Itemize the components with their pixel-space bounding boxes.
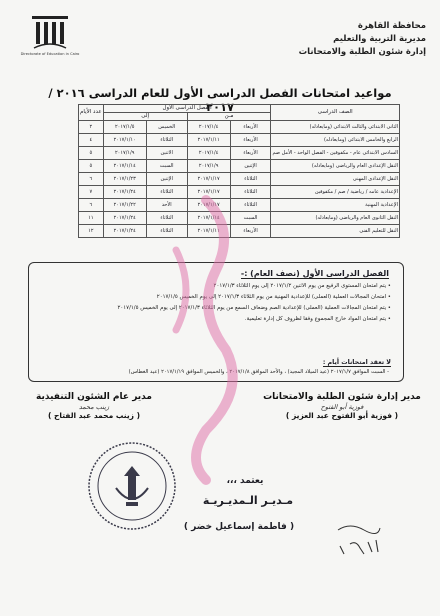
director-name: ( فاطمة إسماعيل خضر )	[183, 522, 295, 532]
note-item: • يتم امتحان المستوى الرفيع من يوم الاثنين ٢٠١٧/١/٢ إلى يوم الثلاثاء ٢٠١٧/١/٣	[213, 283, 391, 289]
cell-from-day: الثلاثاء	[230, 173, 271, 186]
table-row	[79, 199, 400, 212]
official-seal-icon	[86, 440, 178, 532]
cell-grade: السادس الابتدائى عام - مكفوفين - الفصل الواحد - الأمل صم	[271, 147, 400, 160]
header-line-directorate: مديرية التربية والتعليم	[333, 34, 426, 44]
cell-from-day: الثلاثاء	[230, 199, 271, 212]
table-row	[79, 134, 400, 147]
cell-grade: النقل الثانوى العام والرياضى (ومايعادله)	[271, 212, 400, 225]
cell-to-day: الإثنين	[146, 173, 187, 186]
col-header-grade: الصف الدراسى	[271, 105, 400, 121]
signatory-name: ( فوزية أبو الفتوح عبد العزيز )	[285, 411, 399, 420]
table-row	[79, 121, 400, 134]
cell-days: ٤	[79, 134, 104, 147]
holiday-list: - السبت الموافق ٢٠١٧/١/٧ (عيد الميلاد المجيد) ، والأحد الموافق ٢٠١٧/١/٨ ، والخميس الموافق ٢٠١٧/١/١٩ (عيد الغطاس)	[128, 369, 389, 375]
cell-from-date: ٢٠١٧/١/١٧	[187, 186, 230, 199]
no-exam-days-label: لا تعقد امتحانات أيام :	[322, 359, 391, 366]
cell-to-day: الثلاثاء	[146, 186, 187, 199]
col-header-days: عدد الأيام	[79, 105, 104, 121]
signature-student-affairs	[262, 392, 422, 420]
table-row	[79, 225, 400, 238]
cell-days: ٥	[79, 160, 104, 173]
signature-title: مدير إدارة شئون الطلبة والامتحانات	[263, 392, 421, 402]
cell-to-day: الثلاثاء	[146, 225, 187, 238]
cell-to-day: الثلاثاء	[146, 134, 187, 147]
cell-days: ٥	[79, 147, 104, 160]
signature-executive-affairs	[24, 392, 164, 420]
col-header-to: إلى	[103, 113, 187, 121]
cell-from-day: الأربعاء	[230, 121, 271, 134]
cell-from-day: الإثنين	[230, 160, 271, 173]
issuer-header	[299, 20, 426, 59]
cell-from-day: الأربعاء	[230, 134, 271, 147]
logo-caption: Directorate of Education in Cairo	[20, 52, 80, 56]
approval-label: يعتمد ،،،	[226, 476, 264, 486]
cell-days: ١٢	[79, 225, 104, 238]
table-header-row	[79, 105, 400, 113]
cell-grade: الإعدادية المهنية	[271, 199, 400, 212]
cell-grade: النقل الإعدادى العام والرياضى (ومايعادله)	[271, 160, 400, 173]
cell-from-day: الأربعاء	[230, 225, 271, 238]
cell-from-date: ٢٠١٧/١/١١	[187, 225, 230, 238]
cell-from-day: الثلاثاء	[230, 186, 271, 199]
cell-from-date: ٢٠١٧/١/٩	[187, 160, 230, 173]
cell-to-day: الخميس	[146, 121, 187, 134]
notes-box	[28, 262, 404, 382]
cell-grade: الثانى الابتدائى والثالث الابتدائى (ومايعادله)	[271, 121, 400, 134]
handwritten-approval-icon	[330, 520, 386, 560]
cell-from-date: ٢٠١٧/١/٤	[187, 147, 230, 160]
cell-to-date: ٢٠١٧/١/٥	[103, 121, 146, 134]
cell-to-day: الأحد	[146, 199, 187, 212]
cell-to-date: ٢٠١٧/١/٢٣	[103, 173, 146, 186]
header-line-department: إدارة شئون الطلبة والامتحانات	[298, 47, 426, 57]
handwritten-signature: زينب محمد	[78, 403, 110, 411]
notes-title: الفصل الدراسى الأول (نصف العام) :-	[240, 269, 389, 278]
col-header-from: مـن	[187, 113, 271, 121]
cell-from-date: ٢٠١٧/١/١١	[187, 134, 230, 147]
cell-days: ٢	[79, 121, 104, 134]
exam-schedule-table	[78, 104, 400, 238]
cell-from-date: ٢٠١٧/١/١٧	[187, 173, 230, 186]
cell-from-date: ٢٠١٧/١/١٧	[187, 199, 230, 212]
cell-from-day: الأربعاء	[230, 147, 271, 160]
table-row	[79, 212, 400, 225]
director-title: مـديـر الـمديـريـة	[202, 494, 294, 507]
handwritten-signature: فوزية أبو الفتوح	[320, 403, 364, 411]
cell-to-day: الاثنين	[146, 147, 187, 160]
cell-from-date: ٢٠١٧/١/١٤	[187, 212, 230, 225]
cell-days: ٧	[79, 186, 104, 199]
cell-to-date: ٢٠١٧/١/٢٢	[103, 199, 146, 212]
cell-to-day: الثلاثاء	[146, 212, 187, 225]
cell-to-date: ٢٠١٧/١/٢٤	[103, 186, 146, 199]
table-body	[79, 121, 400, 238]
document-title: مواعيد امتحانات الفصل الدراسى الأول للعام الدراسى ٢٠١٦ / ٢٠١٧	[48, 86, 392, 114]
cell-grade: الرابع والخامس الابتدائى (ومايعادله)	[271, 134, 400, 147]
note-item: • امتحان المجالات العملية (العملى) للإعدادية المهنية من يوم الثلاثاء ٢٠١٧/١/٣ إلى يوم الخميس ٢٠١٧/١/٥	[156, 294, 391, 300]
note-item: • يتم امتحان المواد خارج المجموع وفقا لظروف كل إدارة تعليمية.	[244, 316, 391, 322]
table-row	[79, 147, 400, 160]
header-line-governorate: محافظة القاهرة	[357, 21, 426, 31]
cell-days: ٦	[79, 173, 104, 186]
cell-grade: الإعدادية عامه / رياضية / صم / مكفوفين	[271, 186, 400, 199]
col-header-term: الفصل الدراسى الأول	[103, 105, 271, 113]
signatory-name: ( زينب محمد عبد الفتاح )	[47, 411, 141, 420]
cell-to-date: ٢٠١٧/١/١٤	[103, 160, 146, 173]
table-row	[79, 186, 400, 199]
cell-to-date: ٢٠١٧/١/١٠	[103, 134, 146, 147]
cell-to-day: السبت	[146, 160, 187, 173]
signature-title: مدير عام الشئون التنفيذية	[36, 392, 152, 402]
cell-days: ٦	[79, 199, 104, 212]
cell-to-date: ٢٠١٧/١/٢٤	[103, 212, 146, 225]
table-row	[79, 173, 400, 186]
ministry-logo-icon	[30, 14, 70, 52]
cell-from-day: السبت	[230, 212, 271, 225]
cell-days: ١١	[79, 212, 104, 225]
cell-from-date: ٢٠١٧/١/٤	[187, 121, 230, 134]
note-item: • يتم امتحان المجالات العملية (العملى) للإعدادية الصم وضعاف السمع من يوم الثلاثاء ٢٠١٧/١/٣ إلى يوم الخميس ٢٠١٧/١/٥	[117, 305, 391, 311]
table-row	[79, 160, 400, 173]
cell-to-date: ٢٠١٧/١/٢٤	[103, 225, 146, 238]
cell-to-date: ٢٠١٧/١/٩	[103, 147, 146, 160]
cell-grade: النقل الإعدادى المهنى	[271, 173, 400, 186]
cell-grade: النقل للتعليم الفنى	[271, 225, 400, 238]
